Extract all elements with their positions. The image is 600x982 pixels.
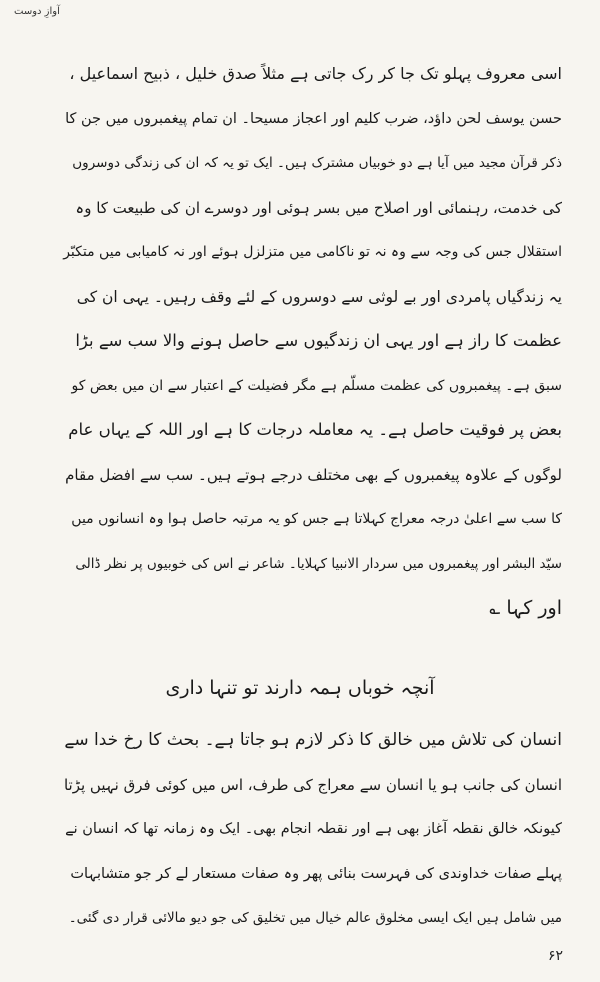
text-line: حسن یوسف لحن داؤد، ضرب کلیم اور اعجاز مسیحا۔ ان تمام پیغمبروں میں جن کا (65, 110, 562, 127)
text-line: یہ زندگیاں پامردی اور بے لوثی سے دوسروں کے لئے وقف رہیں۔ یہی ان کی (76, 287, 562, 306)
text-line: کی خدمت، رہنمائی اور اصلاح میں بسر ہوئی اور دوسرے ان کی طبیعت کا وہ (75, 198, 562, 217)
first-paragraph (62, 52, 562, 631)
text-line: پہلے صفات خداوندی کی فہرست بنائی پھر وہ صفات مستعار لے کر جو متشابہات (70, 865, 562, 882)
page-number: ۶۲ (548, 948, 564, 964)
text-line: بعض پر فوقیت حاصل ہے۔ یہ معاملہ درجات کا ہے اور اللہ کے یہاں عام (68, 420, 562, 439)
text-line: کیونکہ خالق نقطہ آغاز بھی ہے اور نقطہ انجام بھی۔ ایک وہ زمانہ تھا کہ انسان نے (65, 821, 562, 837)
text-line: لوگوں کے علاوہ پیغمبروں کے بھی مختلف درجے ہوتے ہیں۔ سب سے افضل مقام (65, 465, 562, 484)
text-line: اسی معروف پہلو تک جا کر رک جاتی ہے مثلاً صدق خلیل ، ذبیح اسماعیل ، (69, 64, 562, 83)
text-line: میں شامل ہیں ایک ایسی مخلوق عالم خیال میں تخلیق کی جو دیو مالائی قرار دی گئی۔ (68, 910, 562, 926)
verse-line: آنچہ خوباں ہمہ دارند تو تنہا داری (165, 677, 435, 699)
text-line: اور کہا ؎ (489, 597, 562, 619)
text-line: انسان کی تلاش میں خالق کا ذکر لازم ہو جاتا ہے۔ بحث کا رخ خدا سے (64, 730, 562, 750)
text-line: استقلال جس کی وجہ سے وہ نہ تو ناکامی میں متزلزل ہوئے اور نہ کامیابی میں متکبّر (63, 244, 562, 260)
text-line: ذکر قرآن مجید میں آیا ہے دو خوبیاں مشترک ہیں۔ ایک تو یہ کہ ان کی زندگی دوسروں (72, 155, 562, 171)
text-line: کا سب سے اعلیٰ درجہ معراج کہلاتا ہے جس کو یہ مرتبہ حاصل ہوا وہ انسانوں میں (71, 511, 562, 527)
second-paragraph (62, 718, 562, 941)
text-line: انسان کی جانب ہو یا انسان سے معراج کی طرف، اس میں کوئی فرق نہیں پڑتا (63, 775, 562, 794)
text-line: عظمت کا راز ہے اور یہی ان زندگیوں سے حاصل ہونے والا سب سے بڑا (75, 331, 562, 350)
text-line: سیّد البشر اور پیغمبروں میں سردار الانبیا کہلایا۔ شاعر نے اس کی خوبیوں پر نظر ڈالی (75, 555, 562, 572)
running-title: آوازِ دوست (14, 6, 60, 17)
text-line: سبق ہے۔ پیغمبروں کی عظمت مسلّم ہے مگر فضیلت کے اعتبار سے ان میں بعض کو (71, 377, 562, 394)
